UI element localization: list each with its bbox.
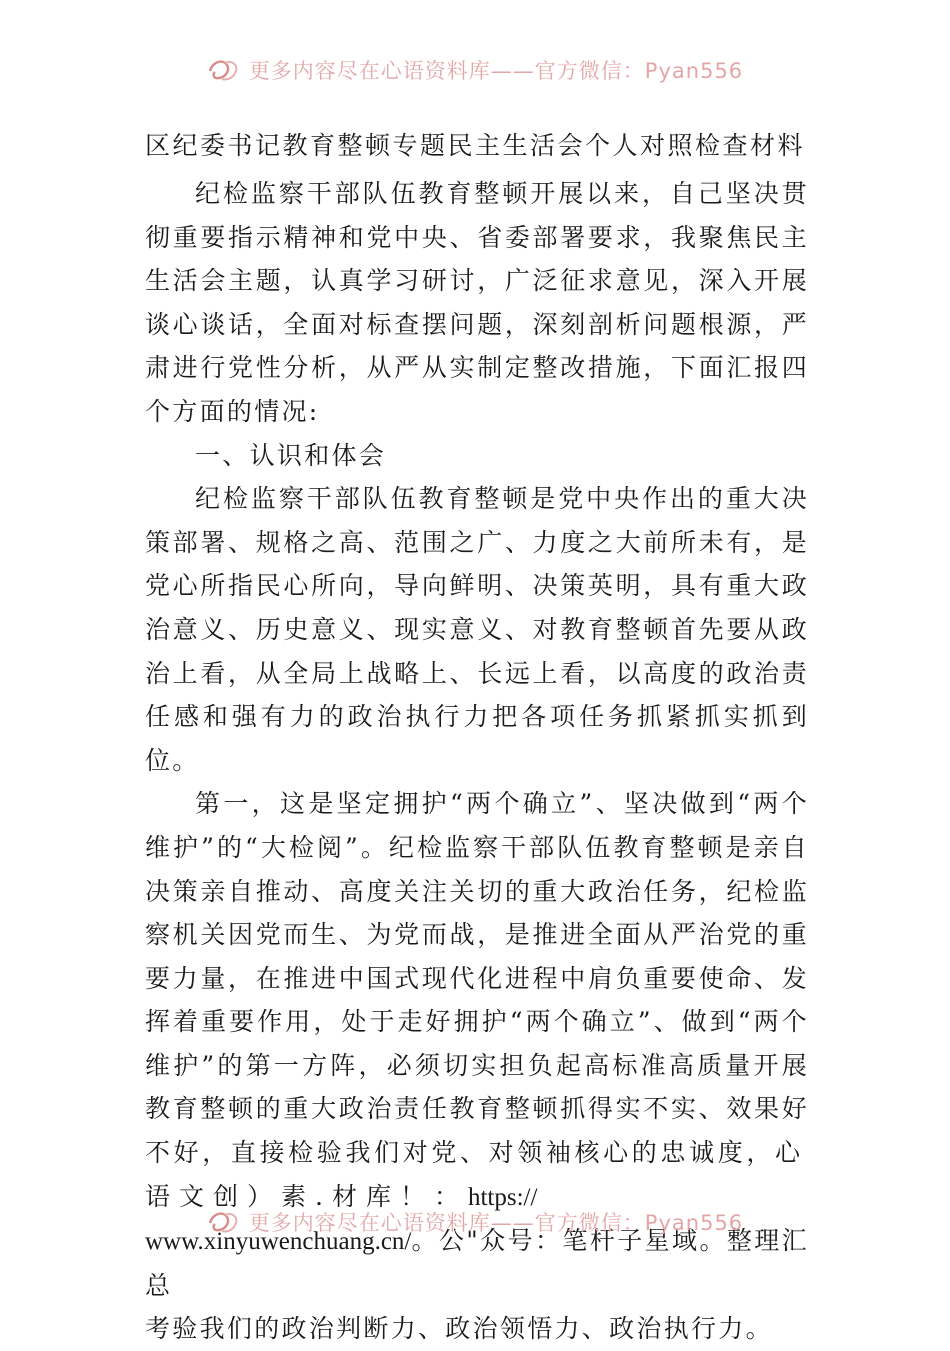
last-line: 考验我们的政治判断力、政治领悟力、政治执行力。 [145, 1314, 773, 1344]
intro-paragraph: 纪检监察干部队伍教育整顿开展以来，自己坚决贯彻重要指示精神和党中央、省委部署要求，我聚焦民主生活会主题，认真学习研讨，广泛征求意见，深入开展谈心谈话，全面对标查摆问题，深刻剖析问题根源，严肃进行党性分析，从严从实制定整改措施，下面汇报四个方面的情况: [145, 179, 809, 426]
body-paragraph: 纪检监察干部队伍教育整顿是党中央作出的重大决策部署、规格之高、范围之广、力度之大前所未有，是党心所指民心所向，导向鲜明、决策英明，具有重大政治意义、历史意义、现实意义、对教育整顿首先要从政治上看，从全局上战略上、长远上看，以高度的政治责任感和强有力的政治执行力把各项任务抓紧抓实抓到位。 [145, 484, 809, 775]
body-paragraph-first [145, 782, 809, 1351]
after-url-text: 。公"众号：笔杆子星域。整理汇总 [145, 1226, 809, 1300]
page-title: 区纪委书记教育整顿专题民主生活会个人对照检查材料 [144, 131, 805, 160]
spaced-fragment: 心语文创）素.材库！： [145, 1138, 809, 1211]
watermark-footer [0, 1202, 950, 1242]
watermark-text: 更多内容尽在心语资料库——官方微信：Pyan556 [248, 1211, 744, 1235]
section-heading: 一、认识和体会 [195, 440, 387, 470]
logo-icon [207, 57, 241, 83]
url-line-1: https:// [467, 1183, 538, 1211]
watermark-text: 更多内容尽在心语资料库——官方微信：Pyan556 [248, 59, 744, 83]
paragraph-text: 第一，这是坚定拥护“两个确立”、坚决做到“两个维护”的“大检阅”。纪检监察干部队伍教育整顿是亲自决策亲自推动、高度关注关切的重大政治任务，纪检监察机关因党而生、为党而战，是推进全面从严治党的重要力量，在推进中国式现代化进程中肩负重要使命、发挥着重要作用，处于走好拥护“两个确立”、做到“两个维护”的第一方阵，必须切实担负起高标准高质量开展教育整顿的重大政治责任教育整顿抓得实不实、效果好不好，直接检验我们对党、对领袖核心的忠诚度， [145, 789, 809, 1168]
watermark-header [0, 50, 950, 90]
logo-icon [207, 1209, 241, 1235]
document-body [145, 172, 809, 1351]
url-line-2: www.xinyuwenchuang.cn/ [145, 1228, 412, 1256]
